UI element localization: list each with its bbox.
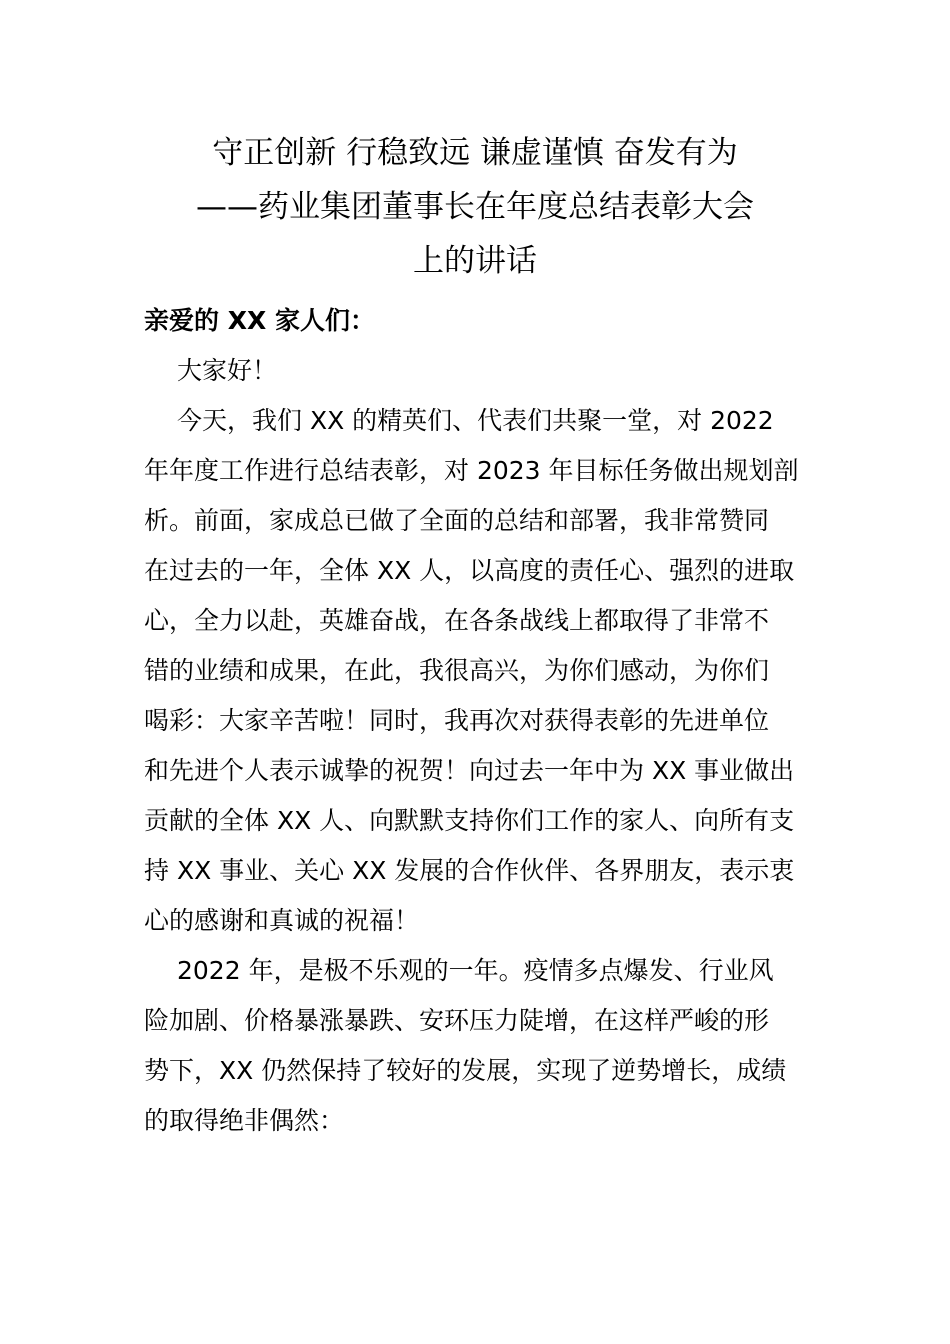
paragraph-1-line: 今天，我们 XX 的精英们、代表们共聚一堂，对 2022: [177, 406, 774, 435]
paragraph-1-line: 析。前面，家成总已做了全面的总结和部署，我非常赞同: [144, 506, 770, 535]
paragraph-1-line: 贡献的全体 XX 人、向默默支持你们工作的家人、向所有支: [144, 806, 795, 835]
greeting: 大家好！: [177, 356, 278, 385]
document-title: [130, 126, 820, 288]
paragraph-2-line: 2022 年，是极不乐观的一年。疫情多点爆发、行业风: [177, 956, 774, 985]
greeting-paragraph: [144, 346, 808, 396]
paragraph-1-line: 喝彩：大家辛苦啦！同时，我再次对获得表彰的先进单位: [144, 706, 770, 735]
paragraph-2-line: 的取得绝非偶然：: [144, 1106, 345, 1135]
paragraph-1: [144, 396, 808, 946]
salutation: 亲爱的 XX 家人们：: [144, 306, 375, 335]
title-line-1: 守正创新 行稳致远 谦虚谨慎 奋发有为: [212, 135, 738, 171]
paragraph-1-line: 心的感谢和真诚的祝福！: [144, 906, 420, 935]
paragraph-2: [144, 946, 808, 1146]
paragraph-2-line: 势下，XX 仍然保持了较好的发展，实现了逆势增长，成绩: [144, 1056, 787, 1085]
document-body: [144, 296, 808, 1146]
paragraph-1-line: 和先进个人表示诚挚的祝贺！向过去一年中为 XX 事业做出: [144, 756, 795, 785]
title-line-3: 上的讲话: [413, 243, 537, 279]
paragraph-1-line: 在过去的一年，全体 XX 人，以高度的责任心、强烈的进取: [144, 556, 795, 585]
paragraph-1-line: 年年度工作进行总结表彰，对 2023 年目标任务做出规划剖: [144, 456, 799, 485]
title-line-2: ——药业集团董事长在年度总结表彰大会: [196, 189, 754, 225]
paragraph-2-line: 险加剧、价格暴涨暴跌、安环压力陡增，在这样严峻的形: [144, 1006, 770, 1035]
paragraph-1-line: 错的业绩和成果，在此，我很高兴，为你们感动，为你们: [144, 656, 770, 685]
paragraph-1-line: 心，全力以赴，英雄奋战，在各条战线上都取得了非常不: [144, 606, 770, 635]
paragraph-1-line: 持 XX 事业、关心 XX 发展的合作伙伴、各界朋友，表示衷: [144, 856, 795, 885]
